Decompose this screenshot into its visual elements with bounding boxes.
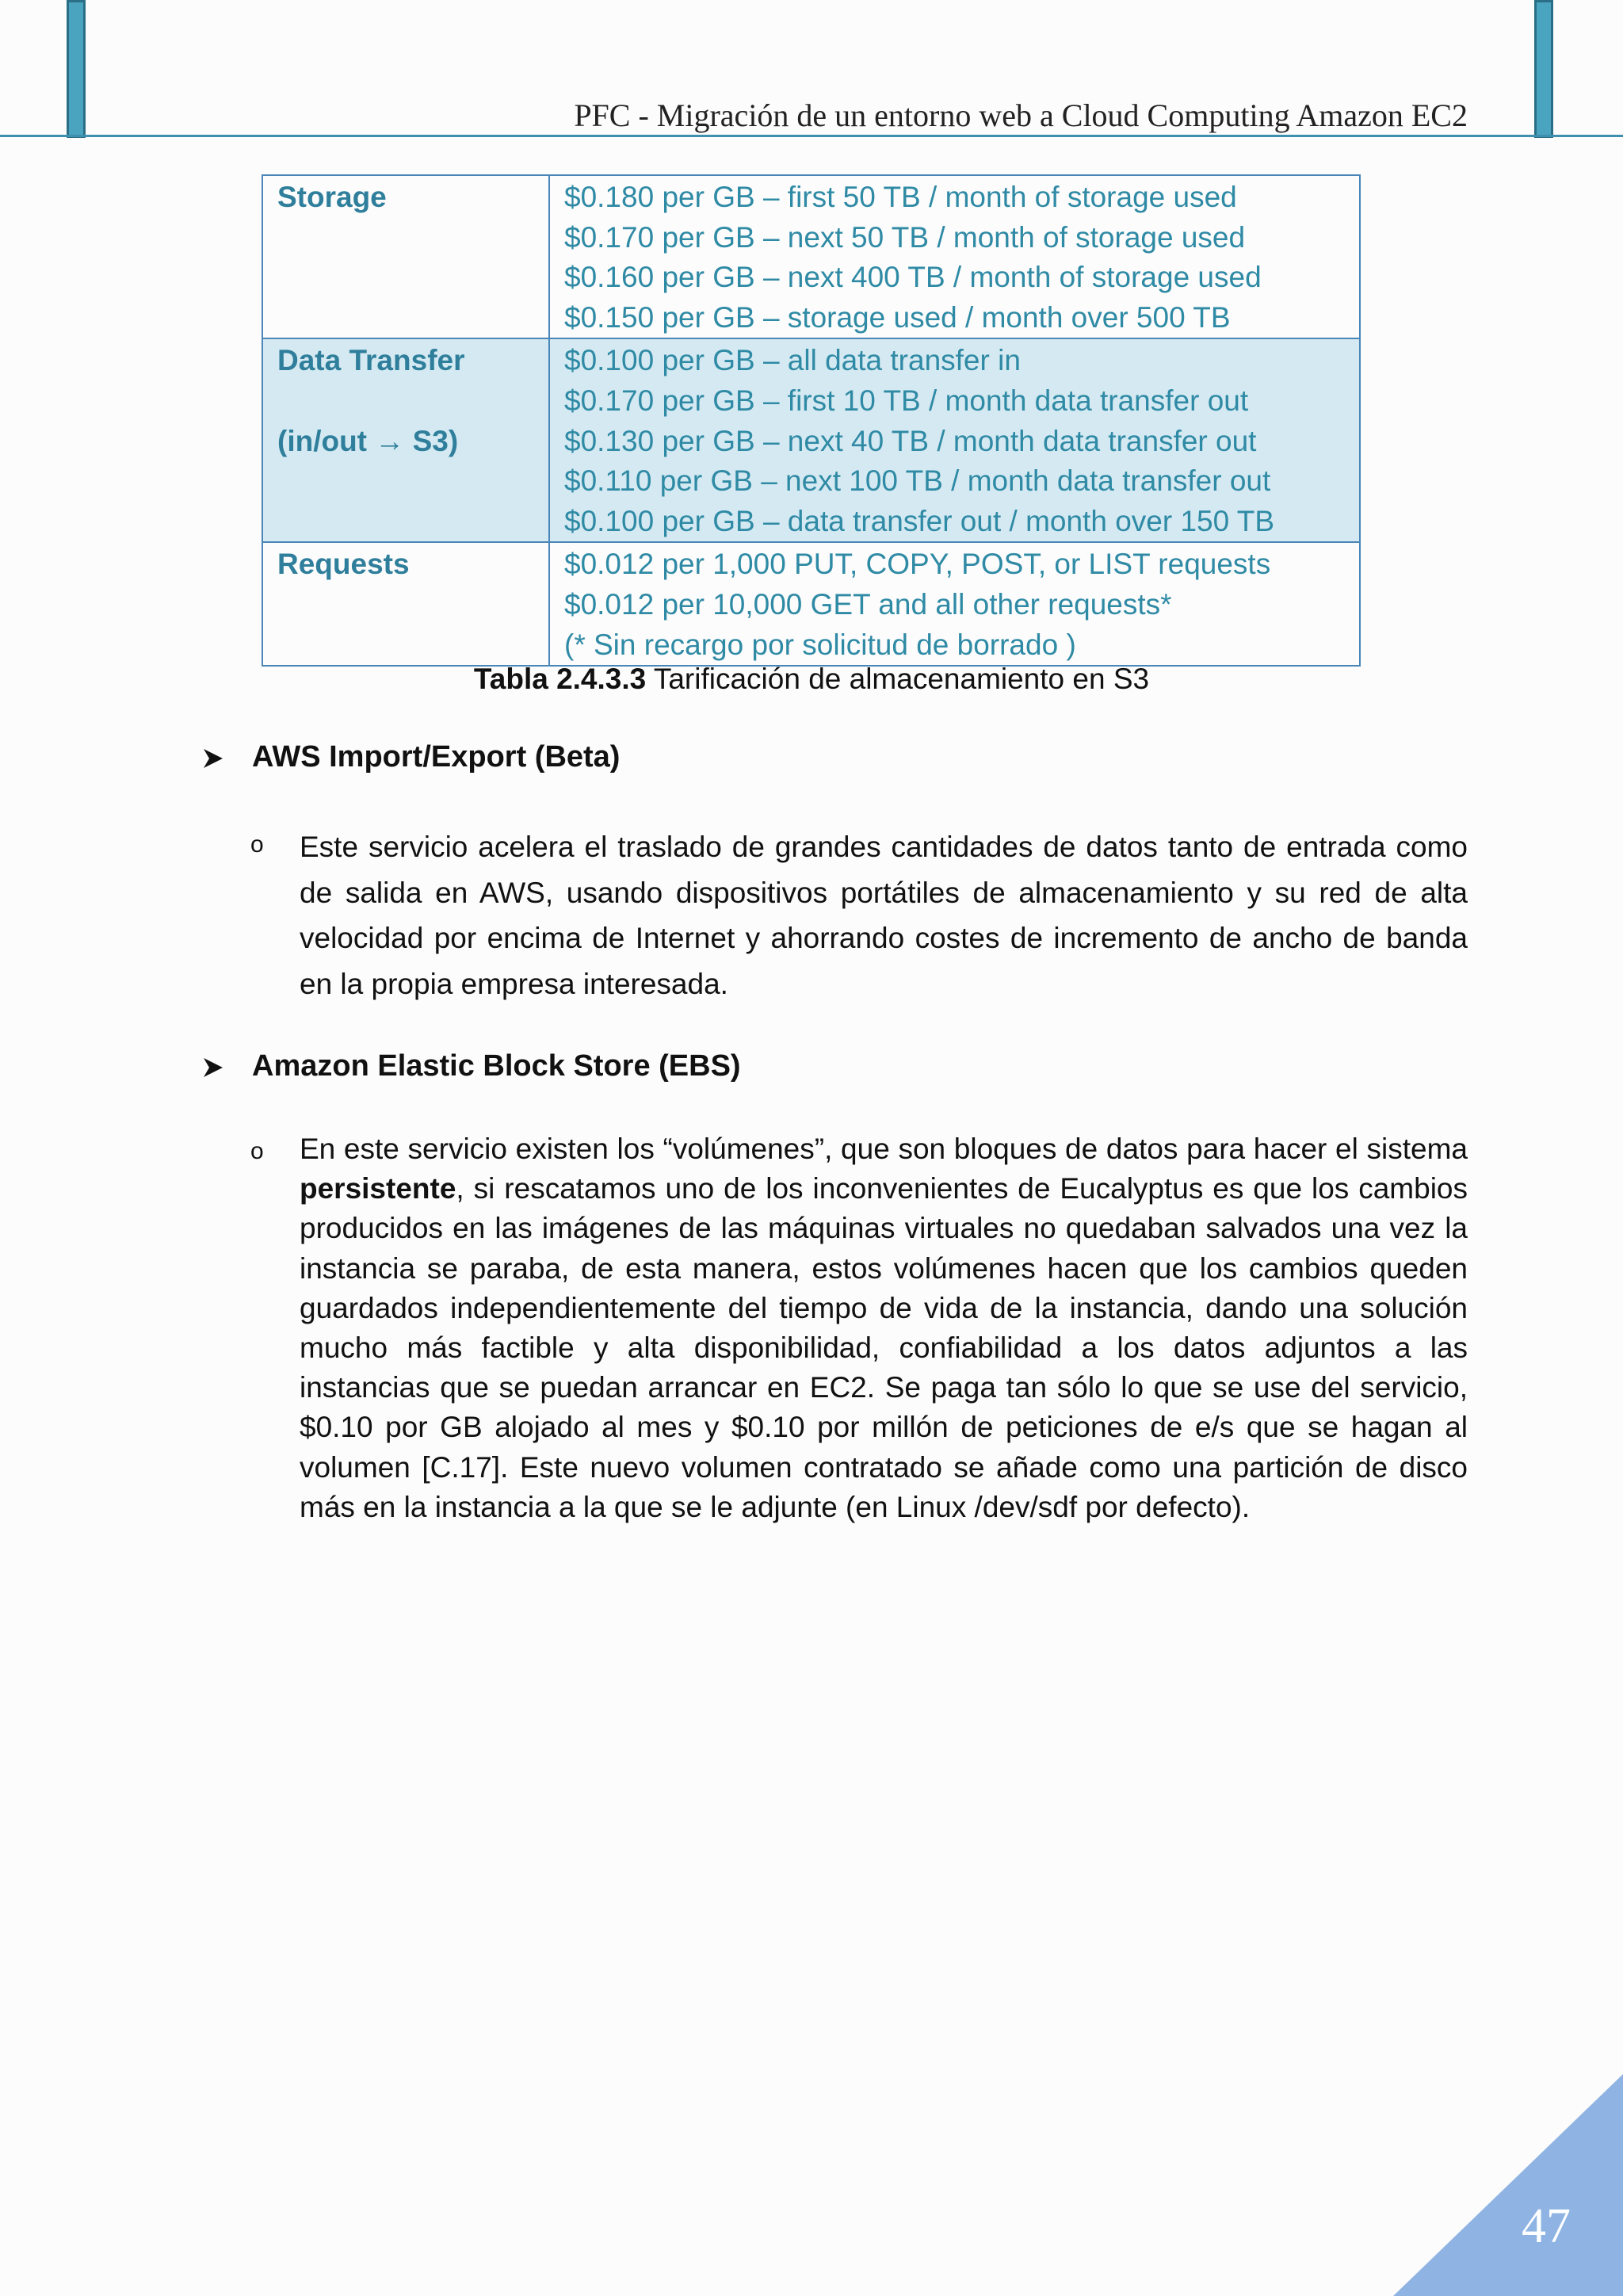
- row-values-requests: [549, 542, 1360, 666]
- price-line: $0.100 per GB – all data transfer in: [564, 344, 1021, 377]
- header-bar-left: [67, 0, 86, 138]
- row-label-subtext-end: S3): [412, 424, 459, 457]
- price-line: $0.150 per GB – storage used / month over 500 TB: [564, 300, 1231, 334]
- ebs-text-end: , si rescatamos uno de los inconvenientes de Eucalyptus es que los cambios producidos en las imágenes de las máquinas virtuales no quedaban salvados una vez la instancia se paraba, de esta manera, estos volúmenes hacen que los cambios queden guardados independientemente del tiempo de vida de la instancia, dando una solución mucho más factible y alta disponibilidad, confiabilidad a los datos adjuntos a las instancias que se puedan arrancar en EC2. Se paga tan sólo lo que se use del servicio, $0.10 por GB alojado al mes y $0.10 por millón de peticiones de e/s que se hagan al volumen [C.17]. Este nuevo volumen contratado se añade como una partición de disco más en la instancia a la que se le adjunte (en Linux /dev/sdf por defecto).: [300, 1172, 1468, 1523]
- row-label-text: Data Transfer: [277, 344, 465, 377]
- section-paragraph-ebs: [300, 1129, 1468, 1527]
- price-line: $0.180 per GB – first 50 TB / month of storage used: [564, 181, 1237, 213]
- row-values-data-transfer: [549, 338, 1360, 542]
- ebs-text-bold: persistente: [300, 1172, 456, 1205]
- row-label-subtext-start: (in/out: [277, 424, 368, 457]
- price-line: $0.170 per GB – next 50 TB / month of storage used: [564, 220, 1246, 254]
- price-line: $0.012 per 10,000 GET and all other requests*: [564, 587, 1172, 621]
- price-line: $0.012 per 1,000 PUT, COPY, POST, or LIST requests: [564, 548, 1271, 581]
- caption-text: Tarificación de almacenamiento en S3: [646, 663, 1150, 695]
- table-caption: [0, 663, 1623, 696]
- row-label-text: Requests: [277, 548, 410, 581]
- page-header-title: PFC - Migración de un entorno web a Cloud Computing Amazon EC2: [574, 97, 1468, 133]
- ebs-text-start: En este servicio existen los “volúmenes”, que son bloques de datos para hacer el sistema: [300, 1133, 1468, 1165]
- row-label-data-transfer: [262, 338, 549, 542]
- row-label-requests: [262, 542, 549, 666]
- circle-bullet-icon: o: [250, 831, 264, 858]
- section-paragraph-import-export: Este servicio acelera el traslado de grandes cantidades de datos tanto de entrada como de salida en AWS, usando dispositivos portátiles de almacenamiento y su red de alta velocidad por encima de Internet y ahorrando costes de incremento de ancho de banda en la propia empresa interesada.: [300, 831, 1468, 1000]
- caption-label: Tabla 2.4.3.3: [473, 663, 647, 695]
- row-label-spacer: [277, 381, 534, 422]
- row-label-subtext: [277, 422, 534, 462]
- row-label-storage: [262, 175, 549, 338]
- price-line: $0.130 per GB – next 40 TB / month data transfer out: [564, 424, 1257, 457]
- row-label-text: Storage: [277, 181, 387, 213]
- price-line: $0.170 per GB – first 10 TB / month data transfer out: [564, 384, 1249, 417]
- right-arrow-icon: →: [375, 424, 405, 457]
- section-heading-ebs: Amazon Elastic Block Store (EBS): [252, 1049, 741, 1083]
- row-values-storage: [549, 175, 1360, 338]
- arrowhead-bullet-icon: [203, 747, 223, 770]
- price-line: $0.100 per GB – data transfer out / month over 150 TB: [564, 504, 1275, 537]
- table-row-data-transfer: [262, 338, 1360, 542]
- page-corner-triangle: [1393, 2074, 1623, 2296]
- table-row-requests: [262, 542, 1360, 666]
- price-line: (* Sin recargo por solicitud de borrado ): [564, 628, 1076, 661]
- section-heading-import-export: AWS Import/Export (Beta): [252, 740, 621, 774]
- header-rule: [0, 135, 1623, 137]
- arrowhead-bullet-icon: [203, 1056, 223, 1079]
- page-number: 47: [1522, 2199, 1571, 2253]
- pricing-table: [262, 174, 1361, 667]
- price-line: $0.110 per GB – next 100 TB / month data transfer out: [564, 464, 1271, 498]
- table-row-storage: [262, 175, 1360, 338]
- price-line: $0.160 per GB – next 400 TB / month of storage used: [564, 261, 1262, 294]
- header-bar-right: [1534, 0, 1553, 138]
- circle-bullet-icon: o: [250, 1138, 264, 1164]
